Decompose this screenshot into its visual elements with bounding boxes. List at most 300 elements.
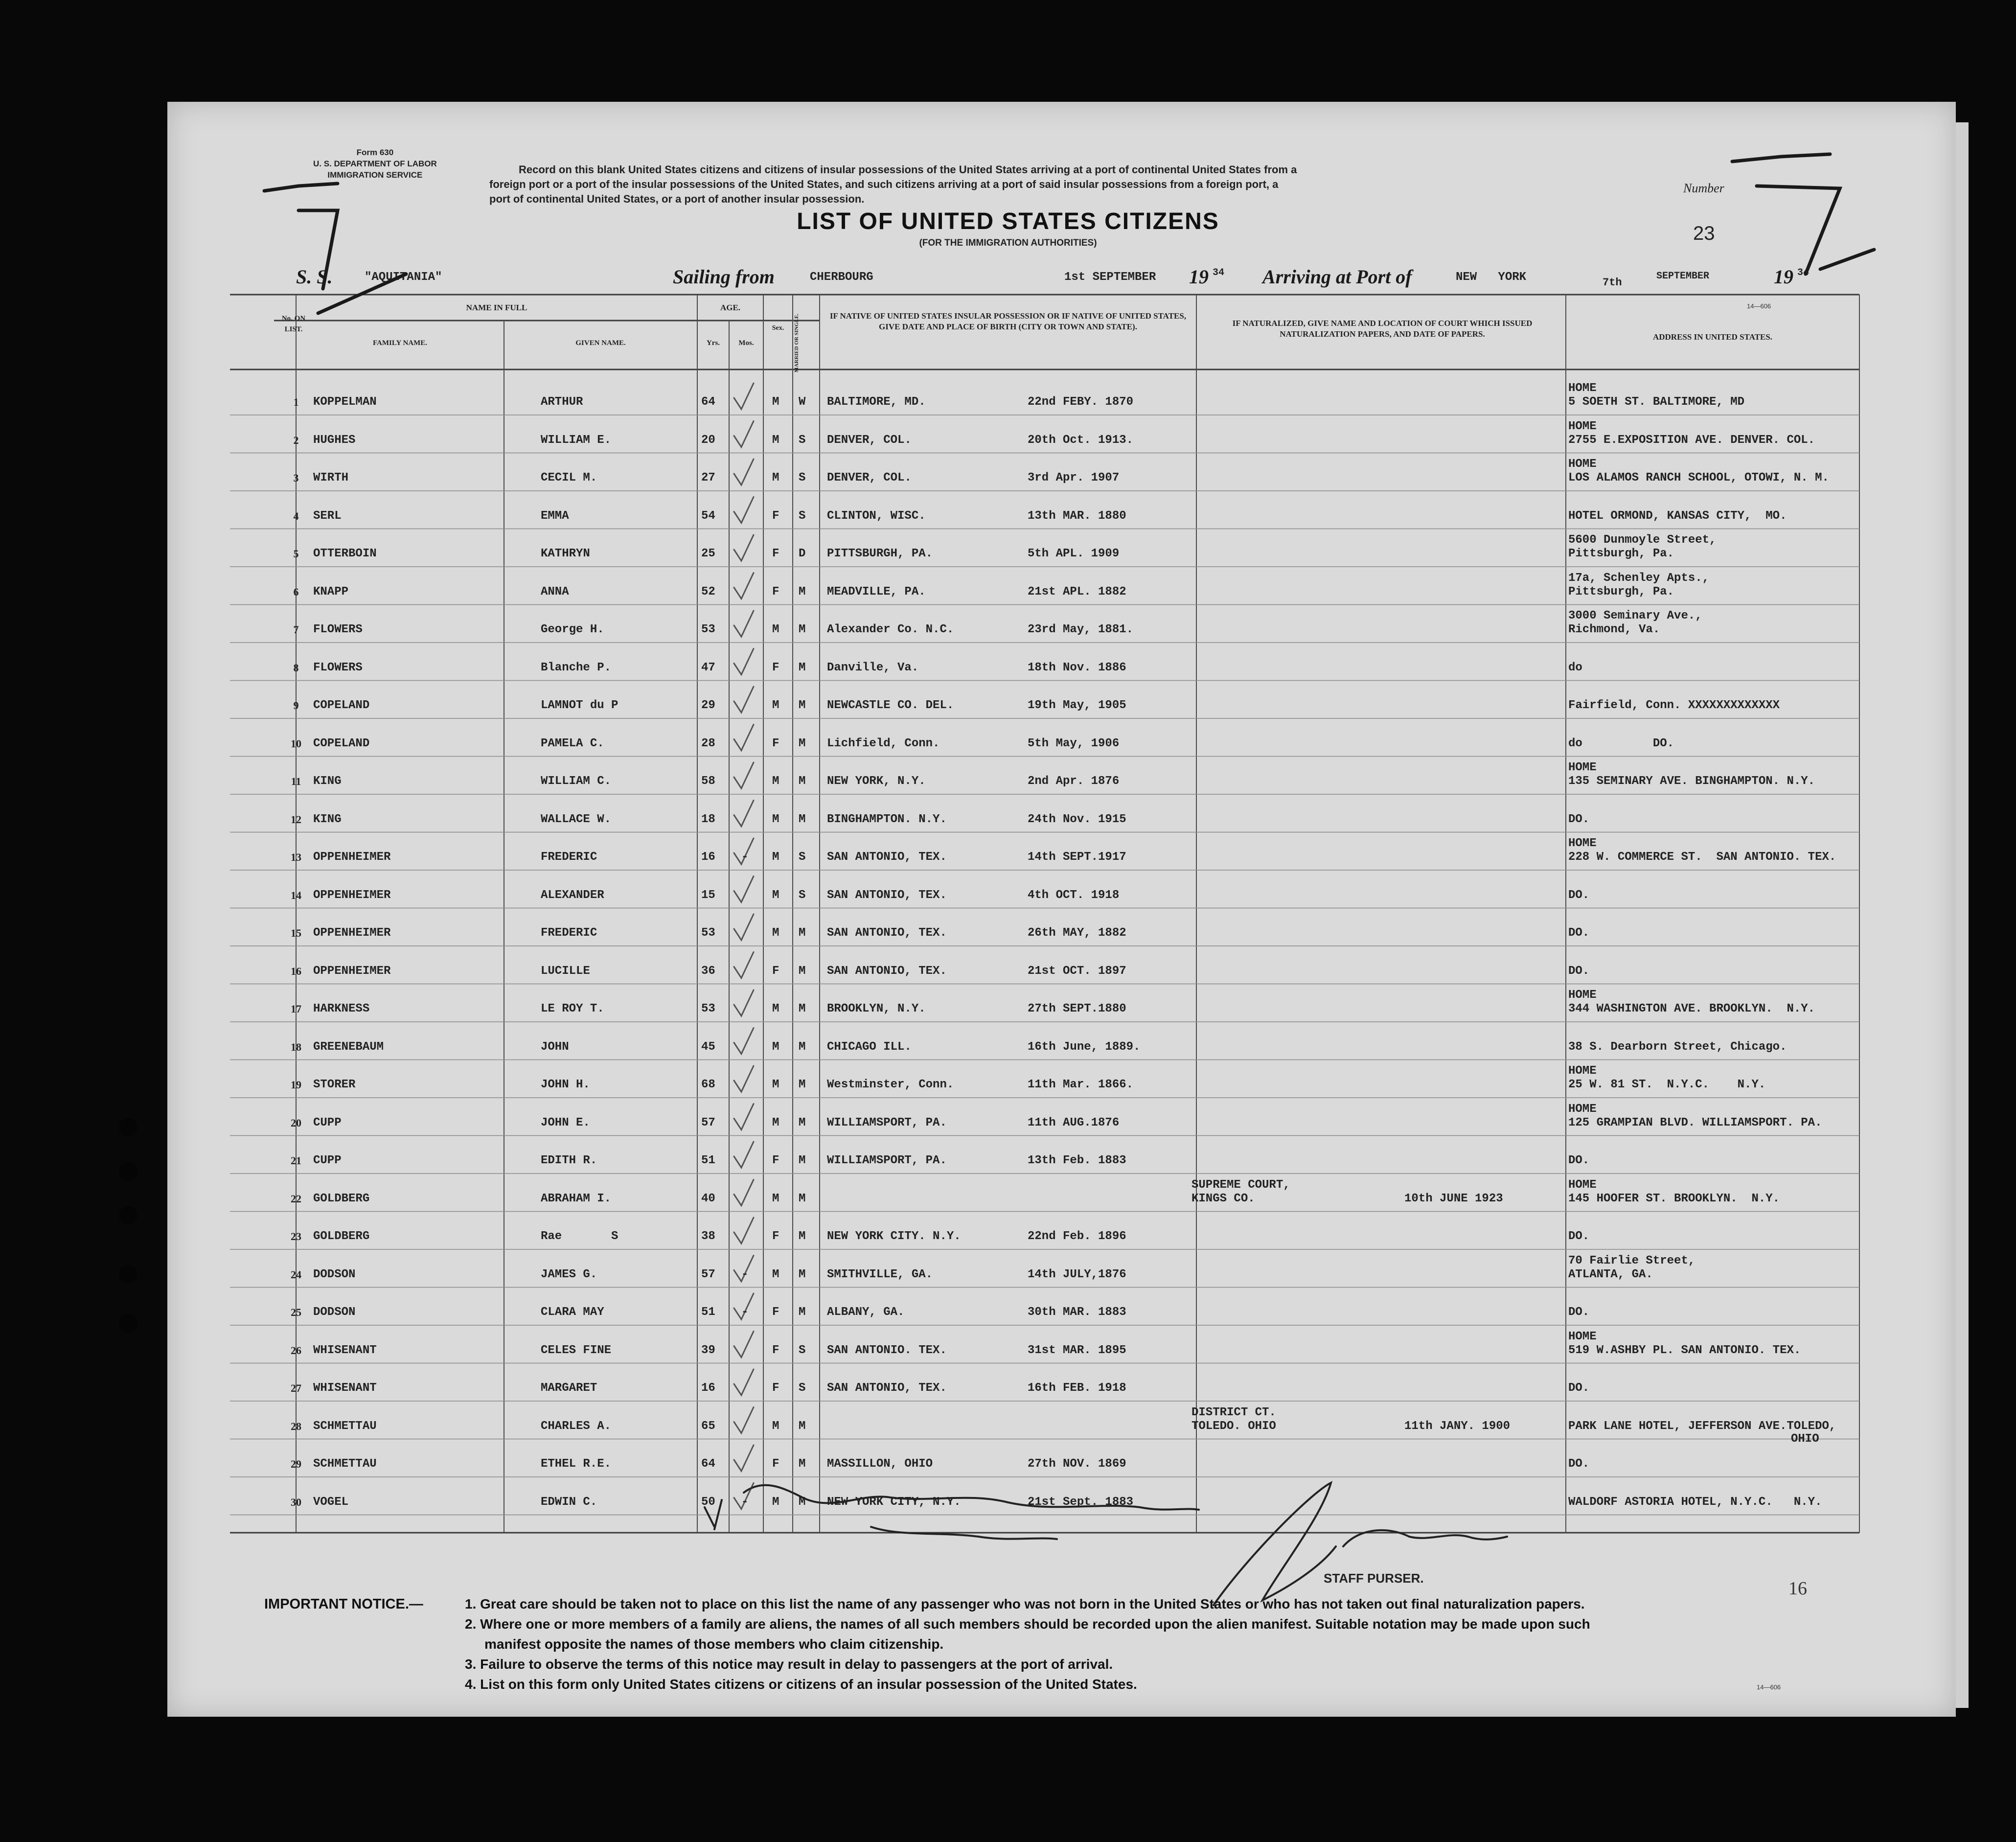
- strike-mark: [1820, 250, 1874, 269]
- birth-place: WILLIAMSPORT, PA.: [827, 1154, 947, 1167]
- address-line-1: HOME: [1568, 761, 1597, 774]
- sex: M: [772, 1267, 779, 1281]
- birth-place: Alexander Co. N.C.: [827, 623, 954, 636]
- address-line-2: 38 S. Dearborn Street, Chicago.: [1568, 1040, 1787, 1054]
- birth-place: CHICAGO ILL.: [827, 1040, 912, 1054]
- check-mark: [734, 1332, 754, 1358]
- address-line-2: 228 W. COMMERCE ST. SAN ANTONIO. TEX.: [1568, 851, 1836, 864]
- birth-place: Danville, Va.: [827, 661, 919, 674]
- birth-place: SAN ANTONIO, TEX.: [827, 1382, 947, 1395]
- sex: F: [772, 1457, 779, 1471]
- sailing-year: 34: [1213, 267, 1225, 278]
- birth-place: BINGHAMPTON. N.Y.: [827, 812, 947, 826]
- family-name: CUPP: [313, 1116, 342, 1129]
- address-line-2: Richmond, Va.: [1568, 623, 1660, 636]
- given-name: FREDERIC: [541, 926, 597, 940]
- sex: M: [772, 1002, 779, 1015]
- arriving-day: 7th: [1603, 276, 1622, 289]
- marital-status: M: [799, 1116, 806, 1129]
- check-mark: [734, 1369, 754, 1395]
- age-years: 25: [701, 547, 715, 560]
- address-line-2: DO.: [1568, 964, 1590, 978]
- ss-label: S. S.: [296, 266, 333, 288]
- address-line-2: ATLANTA, GA.: [1568, 1267, 1653, 1281]
- row-number: 15: [291, 927, 301, 939]
- address-line-2: DO.: [1568, 1457, 1590, 1471]
- sex: M: [772, 471, 779, 484]
- birth-date: 16th June, 1889.: [1028, 1040, 1141, 1054]
- check-mark: [734, 497, 754, 523]
- row-number: 30: [291, 1496, 301, 1508]
- birth-date: 3rd Apr. 1907: [1028, 471, 1120, 484]
- given-name: FREDERIC: [541, 851, 597, 864]
- age-years: 64: [701, 395, 715, 409]
- birth-date: 24th Nov. 1915: [1028, 812, 1126, 826]
- check-mark: [734, 1180, 754, 1206]
- marital-status: S: [799, 851, 806, 864]
- birth-date: 2nd Apr. 1876: [1028, 775, 1120, 788]
- notice-item-4: 4. List on this form only United States citizens or citizens of an insular possession of the United States.: [465, 1677, 1137, 1692]
- family-name: STORER: [313, 1078, 356, 1091]
- birth-place: PITTSBURGH, PA.: [827, 547, 933, 560]
- age-years: 15: [701, 888, 715, 902]
- family-name: OPPENHEIMER: [313, 888, 391, 902]
- sex: M: [772, 699, 779, 712]
- important-notice-label: IMPORTANT NOTICE.—: [264, 1596, 423, 1612]
- marital-status: S: [799, 509, 806, 523]
- given-name: CECIL M.: [541, 471, 597, 484]
- instruction-line: port of continental United States, or a port of another insular possession.: [489, 193, 865, 205]
- age-years: 53: [701, 926, 715, 940]
- naturalization-date: 10th JUNE 1923: [1404, 1192, 1503, 1205]
- marital-status: M: [799, 812, 806, 826]
- row-number: 27: [291, 1382, 301, 1394]
- check-mark: [734, 1407, 754, 1433]
- handwritten-stroke-top: [1732, 154, 1830, 161]
- sex: F: [772, 661, 779, 674]
- given-name: CELES FINE: [541, 1343, 612, 1357]
- marital-status: M: [799, 775, 806, 788]
- age-years: 64: [701, 1457, 715, 1471]
- marital-status: M: [799, 1457, 806, 1471]
- marital-status: M: [799, 699, 806, 712]
- birth-date: 4th OCT. 1918: [1028, 888, 1120, 902]
- given-name: ARTHUR: [541, 395, 583, 409]
- given-name: Rae S: [541, 1230, 619, 1243]
- age-months: -: [741, 851, 749, 864]
- age-months: -: [741, 1495, 749, 1509]
- row-number: 19: [291, 1079, 301, 1091]
- marital-status: M: [799, 1495, 806, 1509]
- row-number: 24: [291, 1268, 301, 1281]
- header-native: IF NATIVE OF UNITED STATES INSULAR POSSESSION OR IF NATIVE OF UNITED STATES, GIVE DATE AND PLACE OF BIRTH (CITY OR TOWN AND STATE).: [829, 311, 1187, 331]
- sailing-year-prefix: 19: [1189, 266, 1209, 288]
- given-name: JOHN E.: [541, 1116, 590, 1129]
- address-line-2: DO.: [1568, 888, 1590, 902]
- document-subtitle: (FOR THE IMMIGRATION AUTHORITIES): [919, 238, 1097, 248]
- family-name: CUPP: [313, 1154, 342, 1167]
- service-name: IMMIGRATION SERVICE: [327, 170, 423, 180]
- address-line-2: 5 SOETH ST. BALTIMORE, MD: [1568, 395, 1745, 409]
- birth-place: SAN ANTONIO, TEX.: [827, 964, 947, 978]
- birth-place: MEADVILLE, PA.: [827, 585, 926, 599]
- header-address: ADDRESS IN UNITED STATES.: [1652, 332, 1773, 342]
- family-name: WHISENANT: [313, 1382, 377, 1395]
- family-name: KNAPP: [313, 585, 349, 599]
- marital-status: M: [799, 1040, 806, 1054]
- address-line-2: 125 GRAMPIAN BLVD. WILLIAMSPORT. PA.: [1568, 1116, 1822, 1129]
- given-name: EMMA: [541, 509, 569, 523]
- handwritten-seven-left: [298, 210, 338, 289]
- birth-date: 13th Feb. 1883: [1028, 1154, 1126, 1167]
- row-number: 5: [293, 548, 299, 560]
- address-line-2: 519 W.ASHBY PL. SAN ANTONIO. TEX.: [1568, 1343, 1801, 1357]
- marital-status: M: [799, 1230, 806, 1243]
- check-mark: [734, 1142, 754, 1168]
- birth-date: 21st APL. 1882: [1028, 585, 1126, 599]
- family-name: DODSON: [313, 1267, 356, 1281]
- header-age: AGE.: [720, 303, 741, 312]
- given-name: Blanche P.: [541, 661, 612, 674]
- birth-date: 21st Sept. 1883: [1028, 1495, 1134, 1509]
- staff-purser-label: STAFF PURSER.: [1324, 1571, 1424, 1586]
- sex: M: [772, 775, 779, 788]
- arriving-port: NEW YORK: [1456, 271, 1527, 284]
- arriving-year: 34: [1797, 267, 1810, 278]
- age-years: 53: [701, 1002, 715, 1015]
- instruction-line: foreign port or a port of the insular possessions of the United States, and such citizens arriving at a port of said insular possessions from a foreign port, a: [489, 178, 1279, 190]
- document-title: LIST OF UNITED STATES CITIZENS: [797, 208, 1219, 234]
- inspector-title-script: [871, 1527, 1057, 1539]
- birth-date: 11th Mar. 1866.: [1028, 1078, 1134, 1091]
- row-number: 26: [291, 1344, 301, 1357]
- given-name: JAMES G.: [541, 1267, 597, 1281]
- birth-date: 20th Oct. 1913.: [1028, 433, 1134, 447]
- family-name: COPELAND: [313, 737, 370, 750]
- family-name: KOPPELMAN: [313, 395, 377, 409]
- row-number: 28: [291, 1420, 301, 1432]
- marital-status: M: [799, 1078, 806, 1091]
- birth-date: 19th May, 1905: [1028, 699, 1126, 712]
- marital-status: M: [799, 1306, 806, 1319]
- check-mark: [734, 1066, 754, 1092]
- birth-place: NEW YORK CITY. N.Y.: [827, 1230, 961, 1243]
- given-name: George H.: [541, 623, 604, 636]
- age-years: 50: [701, 1495, 715, 1509]
- age-years: 57: [701, 1116, 715, 1129]
- sailing-date: 1st SEPTEMBER: [1064, 271, 1156, 284]
- age-years: 16: [701, 851, 715, 864]
- age-years: 20: [701, 433, 715, 447]
- family-name: GOLDBERG: [313, 1230, 370, 1243]
- given-name: WALLACE W.: [541, 812, 612, 826]
- check-mark: [734, 459, 754, 485]
- sailing-from-label: Sailing from: [673, 266, 775, 288]
- check-mark: [734, 1445, 754, 1471]
- arriving-month: SEPTEMBER: [1656, 271, 1710, 282]
- age-years: 29: [701, 699, 715, 712]
- family-name: OPPENHEIMER: [313, 926, 391, 940]
- address-line-2: Pittsburgh, Pa.: [1568, 547, 1674, 560]
- address-line-2: DO.: [1568, 1382, 1590, 1395]
- check-mark: [734, 573, 754, 599]
- birth-place: WILLIAMSPORT, PA.: [827, 1116, 947, 1129]
- birth-date: 14th SEPT.1917: [1028, 851, 1126, 864]
- address-line-2: 344 WASHINGTON AVE. BROOKLYN. N.Y.: [1568, 1002, 1815, 1015]
- address-line-1: HOME: [1568, 419, 1597, 433]
- marital-status: S: [799, 433, 806, 447]
- birth-place: NEWCASTLE CO. DEL.: [827, 699, 954, 712]
- given-name: EDITH R.: [541, 1154, 597, 1167]
- header-months: Mos.: [738, 339, 754, 347]
- marital-status: S: [799, 888, 806, 902]
- age-months: -: [741, 1306, 749, 1319]
- sex: F: [772, 585, 779, 599]
- birth-date: 5th May, 1906: [1028, 737, 1120, 750]
- header-family-name: FAMILY NAME.: [372, 339, 428, 347]
- given-name: ANNA: [541, 585, 569, 599]
- header-name-in-full: NAME IN FULL: [466, 303, 527, 312]
- marital-status: M: [799, 1154, 806, 1167]
- address-line-2: DO.: [1568, 812, 1590, 826]
- age-years: 52: [701, 585, 715, 599]
- department-name: U. S. DEPARTMENT OF LABOR: [313, 159, 437, 168]
- address-line-1: HOME: [1568, 382, 1597, 395]
- age-years: 47: [701, 661, 715, 674]
- age-years: 39: [701, 1343, 715, 1357]
- age-years: 28: [701, 737, 715, 750]
- address-line-1: HOME: [1568, 1178, 1597, 1192]
- birth-place: SAN ANTONIO, TEX.: [827, 926, 947, 940]
- birth-date: 22nd FEBY. 1870: [1028, 395, 1134, 409]
- sex: M: [772, 395, 779, 409]
- address-line-1: HOME: [1568, 458, 1597, 471]
- sex: F: [772, 509, 779, 523]
- sex: M: [772, 851, 779, 864]
- age-months: -: [741, 1267, 749, 1281]
- address-line-2: DO.: [1568, 926, 1590, 940]
- given-name: LUCILLE: [541, 964, 590, 978]
- age-years: 38: [701, 1230, 715, 1243]
- address-line-2: Pittsburgh, Pa.: [1568, 585, 1674, 599]
- family-name: WIRTH: [313, 471, 349, 484]
- row-number: 16: [291, 965, 301, 977]
- marital-status: S: [799, 1343, 806, 1357]
- age-years: 51: [701, 1154, 715, 1167]
- check-mark: [734, 611, 754, 637]
- address-line-2: DO.: [1568, 1306, 1590, 1319]
- family-name: HUGHES: [313, 433, 356, 447]
- birth-place: Westminster, Conn.: [827, 1078, 954, 1091]
- check-mark: [734, 687, 754, 713]
- sex: M: [772, 1116, 779, 1129]
- check-mark: [734, 535, 754, 561]
- marital-status: M: [799, 661, 806, 674]
- family-name: SCHMETTAU: [313, 1457, 377, 1471]
- check-mark: [734, 990, 754, 1016]
- naturalization-court-location: TOLEDO. OHIO: [1191, 1419, 1276, 1433]
- row-number: 4: [293, 509, 299, 522]
- ship-name: "AQUITANIA": [365, 271, 442, 284]
- address-line-2: WALDORF ASTORIA HOTEL, N.Y.C. N.Y.: [1568, 1495, 1822, 1509]
- given-name: JOHN: [541, 1040, 569, 1054]
- marital-status: M: [799, 1192, 806, 1205]
- given-name: MARGARET: [541, 1382, 597, 1395]
- row-number: 13: [291, 851, 301, 863]
- sex: F: [772, 737, 779, 750]
- marital-status: M: [799, 585, 806, 599]
- sheet-number: 16: [1788, 1578, 1807, 1599]
- header-sex: Sex.: [772, 324, 784, 332]
- birth-place: Lichfield, Conn.: [827, 737, 940, 750]
- row-number: 25: [291, 1306, 301, 1318]
- address-line-1: HOME: [1568, 837, 1597, 850]
- family-name: WHISENANT: [313, 1343, 377, 1357]
- sex: M: [772, 888, 779, 902]
- birth-date: 31st MAR. 1895: [1028, 1343, 1126, 1357]
- row-number: 12: [291, 813, 301, 826]
- check-mark: [734, 952, 754, 978]
- family-name: KING: [313, 775, 342, 788]
- birth-date: 26th MAY, 1882: [1028, 926, 1126, 940]
- birth-date: 14th JULY,1876: [1028, 1267, 1126, 1281]
- age-years: 18: [701, 812, 715, 826]
- birth-place: CLINTON, WISC.: [827, 509, 926, 523]
- list-number: 23: [1693, 223, 1715, 244]
- address-line-2: 2755 E.EXPOSITION AVE. DENVER. COL.: [1568, 433, 1815, 447]
- birth-date: 23rd May, 1881.: [1028, 623, 1134, 636]
- given-name: WILLIAM E.: [541, 433, 612, 447]
- marital-status: M: [799, 1267, 806, 1281]
- check-mark: [734, 762, 754, 788]
- check-mark: [734, 649, 754, 675]
- birth-place: ALBANY, GA.: [827, 1306, 905, 1319]
- row-number: 29: [291, 1458, 301, 1470]
- sex: F: [772, 1382, 779, 1395]
- age-years: 27: [701, 471, 715, 484]
- birth-place: DENVER, COL.: [827, 471, 912, 484]
- family-name: VOGEL: [313, 1495, 349, 1509]
- marital-status: M: [799, 926, 806, 940]
- notice-item-2: 2. Where one or more members of a family are aliens, the names of all such members should be recorded upon the alien manifest. Suitable notation may be made upon such: [465, 1616, 1590, 1632]
- sex: F: [772, 1154, 779, 1167]
- age-years: 53: [701, 623, 715, 636]
- birth-date: 11th AUG.1876: [1028, 1116, 1120, 1129]
- sex: M: [772, 623, 779, 636]
- row-number: 7: [293, 623, 299, 636]
- check-mark: [734, 838, 754, 864]
- row-number: 8: [293, 661, 299, 674]
- given-name: ALEXANDER: [541, 888, 604, 902]
- family-name: COPELAND: [313, 699, 370, 712]
- address-line-2: do: [1568, 661, 1582, 674]
- check-mark: [734, 1104, 754, 1130]
- address-line-2: 25 W. 81 ST. N.Y.C. N.Y.: [1568, 1078, 1766, 1091]
- address-line-2: HOTEL ORMOND, KANSAS CITY, MO.: [1568, 509, 1787, 523]
- birth-date: 16th FEB. 1918: [1028, 1382, 1126, 1395]
- age-years: 58: [701, 775, 715, 788]
- officer-initials: [1214, 1483, 1336, 1605]
- sex: M: [772, 812, 779, 826]
- row-number: 11: [291, 775, 301, 787]
- header-years: Yrs.: [706, 339, 720, 347]
- family-name: KING: [313, 812, 342, 826]
- family-name: SCHMETTAU: [313, 1419, 377, 1433]
- address-line-1: 70 Fairlie Street,: [1568, 1254, 1695, 1267]
- address-line-3: OHIO: [1791, 1432, 1819, 1446]
- row-number: 3: [293, 472, 299, 484]
- check-mark: [734, 801, 754, 827]
- naturalization-court-location: KINGS CO.: [1191, 1192, 1255, 1205]
- given-name: WILLIAM C.: [541, 775, 612, 788]
- sex: F: [772, 1230, 779, 1243]
- address-line-2: Fairfield, Conn. XXXXXXXXXXXXX: [1568, 699, 1780, 712]
- crossed-number-mark: [264, 184, 338, 191]
- row-number: 14: [291, 889, 301, 901]
- handwritten-seven-right: [1757, 186, 1840, 274]
- address-line-1: 5600 Dunmoyle Street,: [1568, 533, 1717, 547]
- naturalization-court: SUPREME COURT,: [1191, 1178, 1290, 1192]
- sex: M: [772, 926, 779, 940]
- given-name: KATHRYN: [541, 547, 590, 560]
- age-years: 65: [701, 1419, 715, 1433]
- given-name: ETHEL R.E.: [541, 1457, 612, 1471]
- birth-date: 13th MAR. 1880: [1028, 509, 1126, 523]
- row-number: 6: [293, 585, 299, 598]
- check-mark: [734, 725, 754, 751]
- check-mark: [734, 1483, 754, 1509]
- given-name: LAMNOT du P: [541, 699, 619, 712]
- birth-place: SMITHVILLE, GA.: [827, 1267, 933, 1281]
- family-name: GOLDBERG: [313, 1192, 370, 1205]
- marital-status: M: [799, 623, 806, 636]
- check-mark: [734, 876, 754, 902]
- birth-date: 5th APL. 1909: [1028, 547, 1120, 560]
- marital-status: S: [799, 1382, 806, 1395]
- marital-status: M: [799, 1419, 806, 1433]
- form-number: Form 630: [356, 148, 394, 157]
- birth-place: SAN ANTONIO, TEX.: [827, 888, 947, 902]
- header-married-single: MARRIED OR SINGLE.: [794, 313, 800, 373]
- given-name: CHARLES A.: [541, 1419, 612, 1433]
- notice-item-3: 3. Failure to observe the terms of this notice may result in delay to passengers at the port of arrival.: [465, 1657, 1113, 1672]
- check-mark: [734, 1293, 754, 1319]
- form-code-footer: 14—606: [1757, 1683, 1781, 1691]
- sex: M: [772, 433, 779, 447]
- address-line-1: HOME: [1568, 1330, 1597, 1343]
- age-years: 68: [701, 1078, 715, 1091]
- given-name: PAMELA C.: [541, 737, 604, 750]
- given-name: ABRAHAM I.: [541, 1192, 612, 1205]
- age-years: 51: [701, 1306, 715, 1319]
- family-name: OPPENHEIMER: [313, 851, 391, 864]
- age-years: 54: [701, 509, 715, 523]
- given-name: JOHN H.: [541, 1078, 590, 1091]
- birth-date: 22nd Feb. 1896: [1028, 1230, 1126, 1243]
- family-name: SERL: [313, 509, 342, 523]
- number-label: Number: [1683, 181, 1724, 195]
- sex: M: [772, 1078, 779, 1091]
- marital-status: M: [799, 1002, 806, 1015]
- marital-status: M: [799, 964, 806, 978]
- birth-date: 30th MAR. 1883: [1028, 1306, 1126, 1319]
- birth-date: 27th SEPT.1880: [1028, 1002, 1126, 1015]
- row-number: 22: [291, 1192, 301, 1205]
- age-years: 57: [701, 1267, 715, 1281]
- marital-status: D: [799, 547, 806, 560]
- marital-status: W: [799, 395, 806, 409]
- address-line-1: HOME: [1568, 1064, 1597, 1078]
